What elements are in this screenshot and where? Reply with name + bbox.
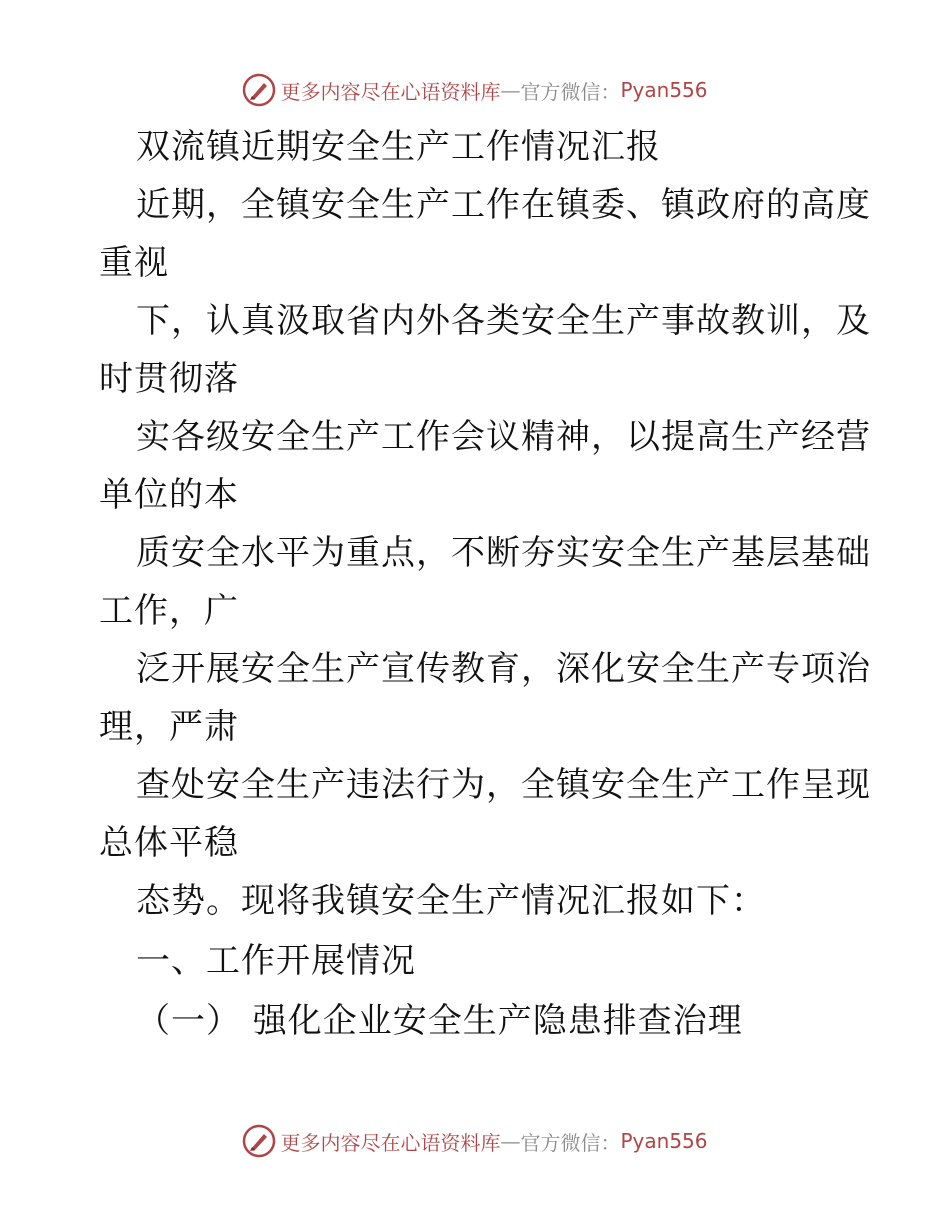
paragraph-line: 实各级安全生产工作会议精神，以提高生产经营 [136,417,871,457]
paragraph-line: 质安全水平为重点，不断夯实安全生产基层基础 [136,533,871,573]
section-heading: 一、工作开展情况 [136,941,416,981]
paragraph-line: 泛开展安全生产宣传教育，深化安全生产专项治 [136,649,871,689]
paragraph-line: 工作，广 [99,591,239,631]
paragraph-line: 总体平稳 [99,823,239,863]
pen-logo-icon [242,1124,276,1158]
document-title: 双流镇近期安全生产工作情况汇报 [136,127,661,167]
pen-logo-icon [242,73,276,107]
watermark-official-label: 官方微信： [520,1130,621,1155]
paragraph-line: 近期，全镇安全生产工作在镇委、镇政府的高度 [136,185,871,225]
watermark-separator: — [500,1129,521,1153]
paragraph-line: 单位的本 [99,475,239,515]
paragraph-line: 重视 [99,243,169,283]
paragraph-line: 理，严肃 [99,707,239,747]
paragraph-line: 下，认真汲取省内外各类安全生产事故教训，及 [136,301,871,341]
paragraph-line: 态势。现将我镇安全生产情况汇报如下： [136,881,766,921]
watermark-header [0,70,950,110]
watermark-site-text: 更多内容尽在心语资料库 [280,1130,501,1155]
watermark-wechat-id: Pyan556 [620,1129,708,1153]
watermark-site-text: 更多内容尽在心语资料库 [280,79,501,104]
watermark-footer [0,1121,950,1161]
paragraph-line: 时贯彻落 [99,359,239,399]
watermark-separator: — [500,78,521,102]
watermark-wechat-id: Pyan556 [620,78,708,102]
paragraph-line: 查处安全生产违法行为，全镇安全生产工作呈现 [136,765,871,805]
watermark-official-label: 官方微信： [520,79,621,104]
subsection-heading: （一） 强化企业安全生产隐患排查治理 [136,1001,743,1041]
